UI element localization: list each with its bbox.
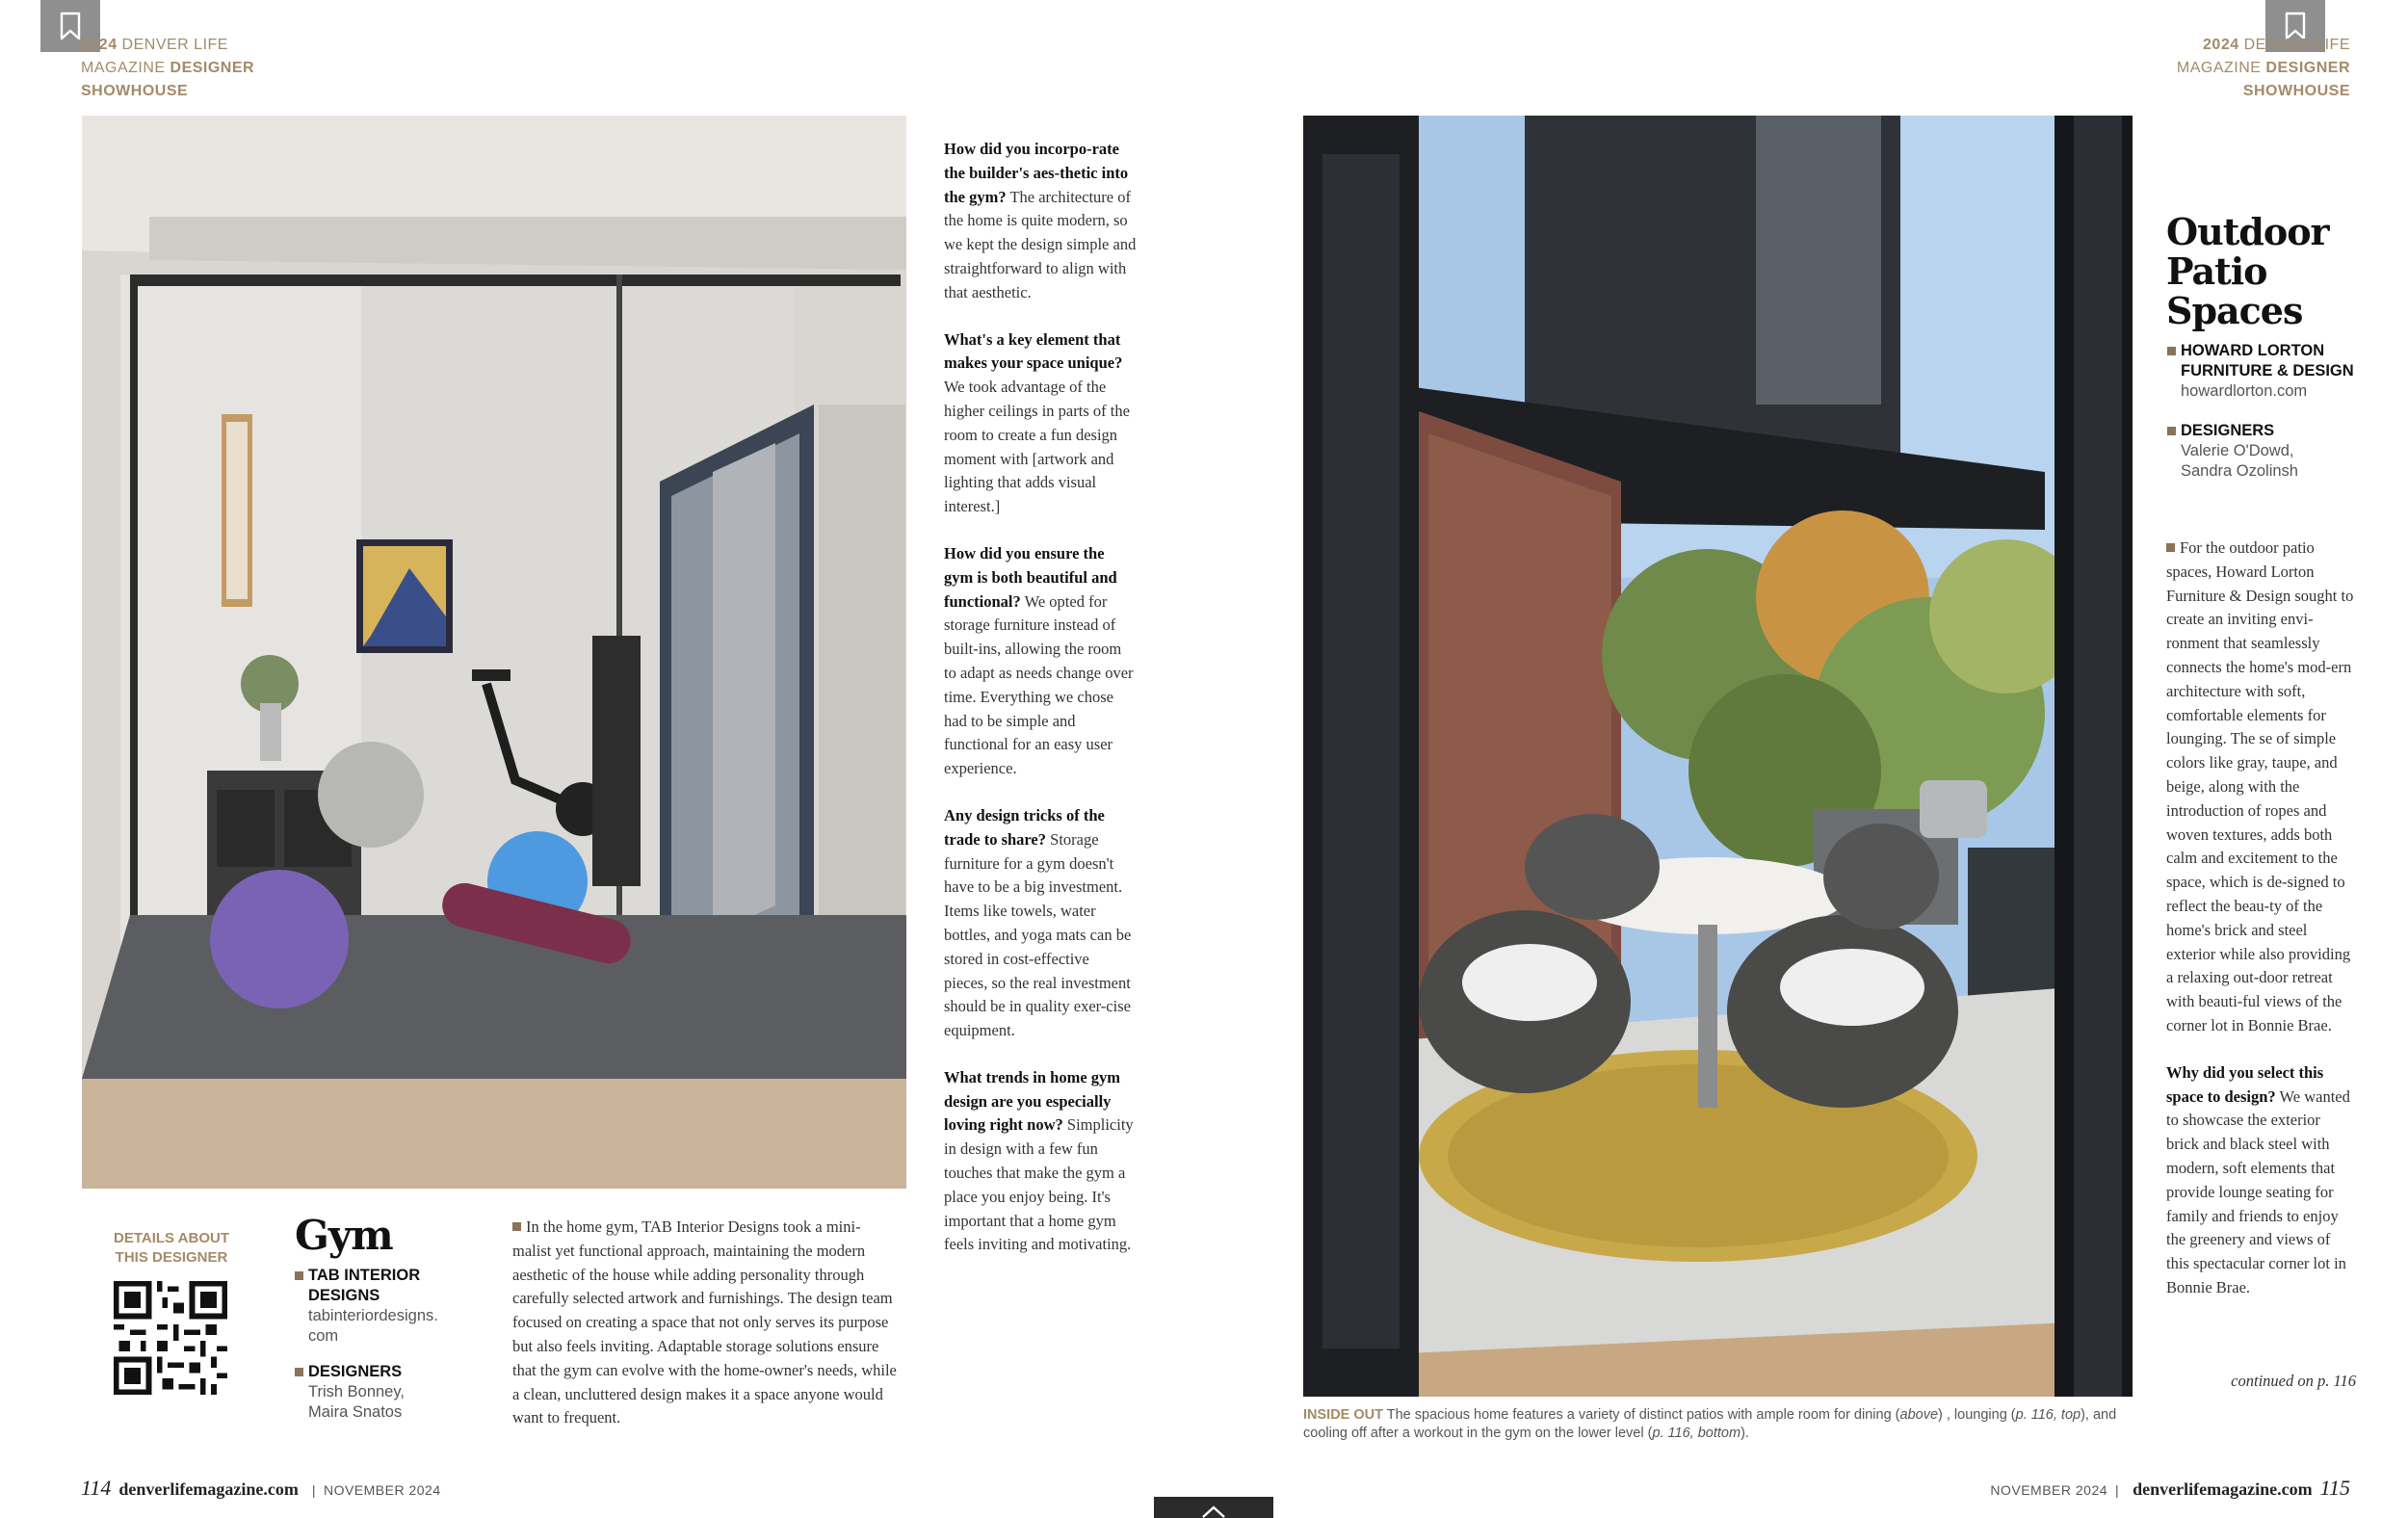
caption-label: INSIDE OUT [1303, 1407, 1383, 1423]
patio-answer: We wanted to showcase the exterior brick and black steel with modern, soft elements that provide lounge seating for family and friends to enjoy the greenery and views of this spectacular corner lot in Bonnie Brae. [2166, 1086, 2350, 1296]
gym-firm: TAB INTERIOR DESIGNS [308, 1267, 421, 1304]
page-number-right: 115 [2319, 1476, 2350, 1500]
qa-answer: The architecture of the home is quite modern, so we kept the design simple and straightforward to align with that aesthetic. [944, 187, 1137, 301]
qa-item [944, 542, 1137, 781]
issue-date-left: NOVEMBER 2024 [323, 1482, 441, 1498]
photo-caption: INSIDE OUT The spacious home features a variety of distinct patios with ample room for dining (above) , lounging (p. 116, top), and cooling off after a workout in the gym on the lower level (p. 116, bottom). [1303, 1407, 2117, 1441]
qa-question: Any design tricks of the trade to share? [944, 805, 1105, 849]
qr-code[interactable] [114, 1281, 227, 1395]
qa-item [944, 328, 1137, 519]
qa-answer: We took advantage of the higher ceilings in parts of the room to create a fun design moment with [artwork and lighting that adds visual interest.] [944, 378, 1130, 516]
patio-designers: Valerie O'Dowd, Sandra Ozolinsh [2181, 442, 2298, 480]
qa-answer: Storage furniture for a gym doesn't have to be a big investment. Items like towels, water bottles, and yoga mats can be stored in cost-effective pieces, so the real investment should be in quality exer-cise equipment. [944, 829, 1132, 1040]
gym-body: In the home gym, TAB Interior Designs took a mini-malist yet functional approach, maintaining the modern aesthetic of the house while adding personality through carefully selected artwork and furnishings. The design team focused on creating a space that not only serves its purpose but also feels inviting. Adaptable storage solutions ensure that the gym can evolve with the home-owner's needs, while a clean, uncluttered design makes it a space anyone would want to frequent. [512, 1217, 897, 1427]
patio-credits [2167, 341, 2360, 482]
details-label: DETAILS ABOUT THIS DESIGNER [114, 1230, 229, 1266]
gym-title: Gym [295, 1212, 393, 1259]
site-link-left[interactable]: denverlifemagazine.com [118, 1479, 299, 1499]
qa-column [944, 138, 1137, 1280]
qa-answer: We opted for storage furniture instead of built-ins, allowing the room to adapt as needs change over time. Everything we chose had to be simple and functional for an easy user experience. [944, 591, 1134, 778]
patio-question: Why did you select this space to design? [2166, 1062, 2324, 1106]
patio-firm: HOWARD LORTON FURNITURE & DESIGN [2181, 342, 2354, 380]
gym-credits [295, 1266, 478, 1423]
patio-designers-label: DESIGNERS [2181, 422, 2275, 439]
site-link-right[interactable]: denverlifemagazine.com [2133, 1479, 2313, 1499]
scroll-up-button[interactable] [1154, 1497, 1273, 1518]
gym-designers-label: DESIGNERS [308, 1363, 403, 1380]
qa-item [944, 138, 1137, 305]
chevron-up-icon [1199, 1505, 1228, 1518]
patio-firm-url[interactable]: howardlorton.com [2181, 382, 2308, 400]
qa-question: How did you ensure the gym is both beautiful and functional? [944, 543, 1117, 611]
issue-date-right: NOVEMBER 2024 [1990, 1482, 2108, 1498]
qa-question: What's a key element that makes your space unique? [944, 329, 1123, 373]
page-number-left: 114 [81, 1476, 112, 1500]
gym-designers: Trish Bonney, Maira Snatos [308, 1383, 405, 1421]
qa-answer: Simplicity in design with a few fun touches that make the gym a place you enjoy being. It's important that a home gym feels inviting and motivating. [944, 1115, 1134, 1254]
footer-right: NOVEMBER 2024 | denverlifemagazine.com 115 [1990, 1476, 2350, 1500]
patio-photo [1303, 116, 2133, 1397]
qa-question: What trends in home gym design are you especially loving right now? [944, 1067, 1121, 1135]
qa-question: How did you incorpo-rate the builder's aes-thetic into the gym? [944, 140, 1129, 206]
section-kicker-left: 2024 DENVER LIFE MAGAZINE DESIGNER SHOWHOUSE [81, 37, 255, 99]
section-kicker-right: 2024 DENVER LIFE MAGAZINE DESIGNER SHOWHOUSE [2176, 37, 2350, 99]
qa-item [944, 1066, 1137, 1257]
footer-left: 114 denverlifemagazine.com | NOVEMBER 2024 [81, 1476, 441, 1500]
patio-title: Outdoor Patio Spaces [2166, 210, 2329, 332]
patio-body: For the outdoor patio spaces, Howard Lorton Furniture & Design sought to create an inviting envi-ronment that seamlessly connects the home's mod-ern architecture with soft, comfortable elements for lounging. The se of simple colors like gray, taupe, and beige, along with the introduction of ropes and woven textures, adds both calm and excitement to the space, which is de-signed to reflect the beau-ty of the home's brick and steel exterior while also providing a relaxing out-door retreat with beauti-ful views of the corner lot in Bonnie Brae. Why did you select this space to design? We wanted to showcase the exterior brick and black steel with modern, soft elements that provide lounge seating for family and friends to enjoy the greenery and views of this spectacular corner lot in Bonnie Brae. [2166, 538, 2354, 1296]
gym-firm-url[interactable]: tabinteriordesigns. com [308, 1307, 438, 1345]
qa-item [944, 804, 1137, 1043]
gym-photo [82, 116, 906, 1189]
continued-link[interactable]: continued on p. 116 [2231, 1372, 2356, 1390]
bookmark-icon [60, 12, 81, 40]
